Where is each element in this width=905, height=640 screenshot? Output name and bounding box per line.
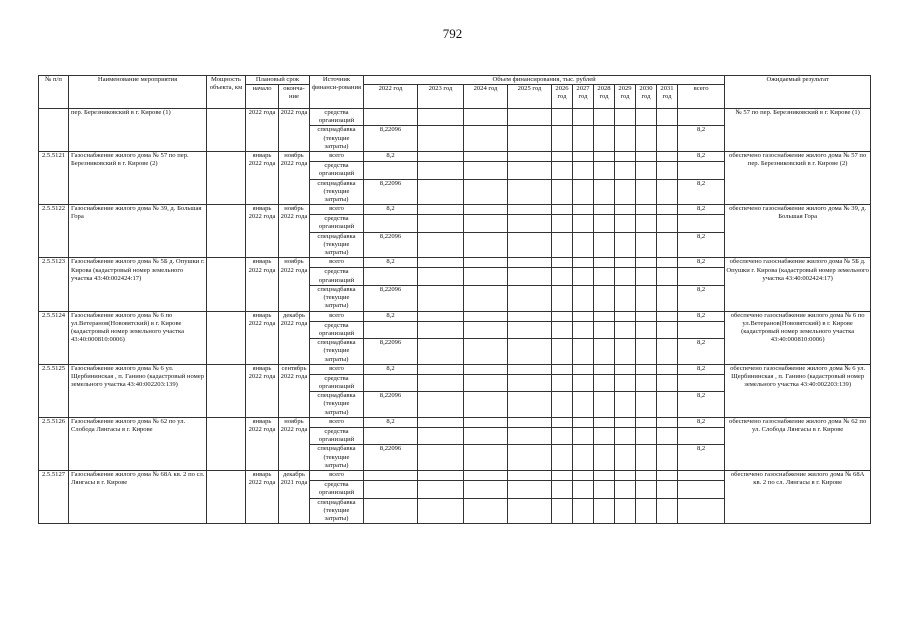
col-total: всего bbox=[678, 84, 725, 108]
row-name: пер. Березниковский в г. Кирове (1) bbox=[69, 108, 207, 151]
row-name: Газоснабжение жилого дома № 39, д. Большая Гора bbox=[69, 205, 207, 258]
source-special: спецнадбавка (текущие затраты) bbox=[310, 285, 364, 311]
col-year: 2022 год bbox=[364, 84, 418, 108]
row-num: 2.5.5121 bbox=[39, 152, 69, 205]
col-capacity: Мощность объекта, км bbox=[207, 76, 246, 109]
source-special: спецнадбавка (текущие затраты) bbox=[310, 232, 364, 258]
value-2022: 8,22096 bbox=[364, 232, 418, 258]
source-org: средства организаций bbox=[310, 162, 364, 179]
value-total: 8,2 bbox=[678, 417, 725, 427]
value-2022: 8,2 bbox=[364, 417, 418, 427]
row-start: январь 2022 года bbox=[246, 417, 279, 470]
row-num: 2.5.5122 bbox=[39, 205, 69, 258]
row-end: декабрь 2021 года bbox=[279, 471, 310, 524]
value-2022: 8,2 bbox=[364, 364, 418, 374]
row-end: сентябрь 2022 года bbox=[279, 364, 310, 417]
source-total: всего bbox=[310, 152, 364, 162]
col-year: 2027 год bbox=[573, 84, 594, 108]
source-special: спецнадбавка (текущие затраты) bbox=[310, 392, 364, 418]
row-name: Газоснабжение жилого дома № 57 по пер. Березниковский в г. Кирове (2) bbox=[69, 152, 207, 205]
financing-table bbox=[38, 75, 871, 524]
row-name: Газоснабжение жилого дома № 68А кв. 2 по сл. Лянгасы в г. Кирове bbox=[69, 471, 207, 524]
row-result: № 57 по пер. Березниковский в г. Кирове (1) bbox=[725, 108, 871, 151]
col-year: 2023 год bbox=[418, 84, 464, 108]
value-total: 8,2 bbox=[678, 205, 725, 215]
row-start: январь 2022 года bbox=[246, 152, 279, 205]
row-capacity bbox=[207, 152, 246, 205]
row-start: январь 2022 года bbox=[246, 471, 279, 524]
value-2022: 8,2 bbox=[364, 152, 418, 162]
row-start: январь 2022 года bbox=[246, 311, 279, 364]
row-start: 2022 года bbox=[246, 108, 279, 151]
source-org: средства организаций bbox=[310, 374, 364, 391]
row-end: ноябрь 2022 года bbox=[279, 152, 310, 205]
source-org: средства организаций bbox=[310, 481, 364, 498]
source-special: спецнадбавка (текущие затраты) bbox=[310, 126, 364, 152]
source-org: средства организаций bbox=[310, 427, 364, 444]
col-year: 2025 год bbox=[508, 84, 552, 108]
row-end: ноябрь 2022 года bbox=[279, 258, 310, 311]
page-number: 792 bbox=[442, 26, 463, 41]
value-2022: 8,22096 bbox=[364, 179, 418, 205]
table-row bbox=[39, 417, 871, 427]
value-total bbox=[678, 471, 725, 481]
row-start: январь 2022 года bbox=[246, 258, 279, 311]
value-2022: 8,22096 bbox=[364, 392, 418, 418]
row-num: 2.5.5123 bbox=[39, 258, 69, 311]
row-end: ноябрь 2022 года bbox=[279, 417, 310, 470]
col-term-end: оконча-ние bbox=[279, 84, 310, 108]
row-name: Газоснабжение жилого дома № 6 ул. Щербининская , п. Ганино (кадастровый номер земельного участка 43:40:002203:139) bbox=[69, 364, 207, 417]
value-total: 8,2 bbox=[678, 445, 725, 471]
source-special: спецнадбавка (текущие затраты) bbox=[310, 445, 364, 471]
row-num: 2.5.5125 bbox=[39, 364, 69, 417]
row-num bbox=[39, 108, 69, 151]
row-end: ноябрь 2022 года bbox=[279, 205, 310, 258]
col-num: № п/п bbox=[39, 76, 69, 109]
value-2022: 8,22096 bbox=[364, 339, 418, 365]
col-year: 2030 год bbox=[636, 84, 657, 108]
value-total: 8,2 bbox=[678, 152, 725, 162]
row-capacity bbox=[207, 108, 246, 151]
row-capacity bbox=[207, 258, 246, 311]
row-end: декабрь 2022 года bbox=[279, 311, 310, 364]
value-total: 8,2 bbox=[678, 364, 725, 374]
value-total: 8,2 bbox=[678, 258, 725, 268]
table-row bbox=[39, 152, 871, 162]
row-name: Газоснабжение жилого дома № 6 по ул.Ветеранов(Нововятский) в г. Кирове (кадастровый номер земельного участка 43:40:000810:0006) bbox=[69, 311, 207, 364]
source-total: всего bbox=[310, 205, 364, 215]
col-year: 2024 год bbox=[464, 84, 508, 108]
table-row bbox=[39, 258, 871, 268]
value-2022: 8,22096 bbox=[364, 126, 418, 152]
row-num: 2.5.5126 bbox=[39, 417, 69, 470]
table-row bbox=[39, 311, 871, 321]
value-total: 8,2 bbox=[678, 311, 725, 321]
source-total: всего bbox=[310, 471, 364, 481]
table-row bbox=[39, 364, 871, 374]
source-special: спецнадбавка (текущие затраты) bbox=[310, 498, 364, 524]
source-special: спецнадбавка (текущие затраты) bbox=[310, 179, 364, 205]
col-result: Ожидаемый результат bbox=[725, 76, 871, 109]
row-result: обеспечено газоснабжение жилого дома № 6 по ул.Ветеранов(Нововятский) в г. Кирове (кадастровый номер земельного участка 43:40:000810:0006) bbox=[725, 311, 871, 364]
row-end: 2022 года bbox=[279, 108, 310, 151]
row-result: обеспечено газоснабжение жилого дома № 5Б д. Опушки г. Кирова (кадастровый номер земельного участка 43:40:002424:17) bbox=[725, 258, 871, 311]
col-source: Источник финанси-рования bbox=[310, 76, 364, 109]
source-total: всего bbox=[310, 311, 364, 321]
row-result: обеспечено газоснабжение жилого дома № 62 по ул. Слобода Лянгасы в г. Кирове bbox=[725, 417, 871, 470]
value-2022: 8,22096 bbox=[364, 445, 418, 471]
row-result: обеспечено газоснабжение жилого дома № 6 ул. Щербининская , п. Ганино (кадастровый номер земельного участка 43:40:002203:139) bbox=[725, 364, 871, 417]
value-2022 bbox=[364, 471, 418, 481]
source-special: спецнадбавка (текущие затраты) bbox=[310, 339, 364, 365]
value-total: 8,2 bbox=[678, 232, 725, 258]
row-capacity bbox=[207, 417, 246, 470]
source-total: всего bbox=[310, 417, 364, 427]
value-total: 8,2 bbox=[678, 285, 725, 311]
col-year: 2028 год bbox=[594, 84, 615, 108]
col-term: Плановый срок bbox=[246, 76, 310, 85]
row-capacity bbox=[207, 364, 246, 417]
col-term-start: начало bbox=[246, 84, 279, 108]
source-org: средства организаций bbox=[310, 321, 364, 338]
value-2022: 8,2 bbox=[364, 311, 418, 321]
source-org: средства организаций bbox=[310, 268, 364, 285]
col-name: Наименование мероприятия bbox=[69, 76, 207, 109]
value-total: 8,2 bbox=[678, 126, 725, 152]
row-result: обеспечено газоснабжение жилого дома № 68А кв. 2 по сл. Лянгасы в г. Кирове bbox=[725, 471, 871, 524]
value-2022: 8,2 bbox=[364, 258, 418, 268]
row-start: январь 2022 года bbox=[246, 205, 279, 258]
value-total: 8,2 bbox=[678, 179, 725, 205]
source-total: всего bbox=[310, 364, 364, 374]
table-row bbox=[39, 471, 871, 481]
row-result: обеспечено газоснабжение жилого дома № 57 по пер. Березниковский в г. Кирове (2) bbox=[725, 152, 871, 205]
value-2022: 8,22096 bbox=[364, 285, 418, 311]
table-row bbox=[39, 205, 871, 215]
value-total bbox=[678, 498, 725, 524]
row-name: Газоснабжение жилого дома № 5Б д. Опушки г. Кирова (кадастровый номер земельного участка 43:40:002424:17) bbox=[69, 258, 207, 311]
value-2022 bbox=[364, 498, 418, 524]
row-capacity bbox=[207, 205, 246, 258]
col-volume: Объем финансирования, тыс. рублей bbox=[364, 76, 725, 85]
source-org: средства организаций bbox=[310, 108, 364, 125]
row-num: 2.5.5127 bbox=[39, 471, 69, 524]
row-capacity bbox=[207, 311, 246, 364]
row-num: 2.5.5124 bbox=[39, 311, 69, 364]
row-result: обеспечено газоснабжение жилого дома № 39, д. Большая Гора bbox=[725, 205, 871, 258]
value-total: 8,2 bbox=[678, 392, 725, 418]
col-year: 2031 год bbox=[657, 84, 678, 108]
col-year: 2026 год bbox=[552, 84, 573, 108]
col-year: 2029 год bbox=[615, 84, 636, 108]
source-total: всего bbox=[310, 258, 364, 268]
row-start: январь 2022 года bbox=[246, 364, 279, 417]
row-capacity bbox=[207, 471, 246, 524]
row-name: Газоснабжение жилого дома № 62 по ул. Слобода Лянгасы в г. Кирове bbox=[69, 417, 207, 470]
source-org: средства организаций bbox=[310, 215, 364, 232]
value-2022: 8,2 bbox=[364, 205, 418, 215]
value-total: 8,2 bbox=[678, 339, 725, 365]
